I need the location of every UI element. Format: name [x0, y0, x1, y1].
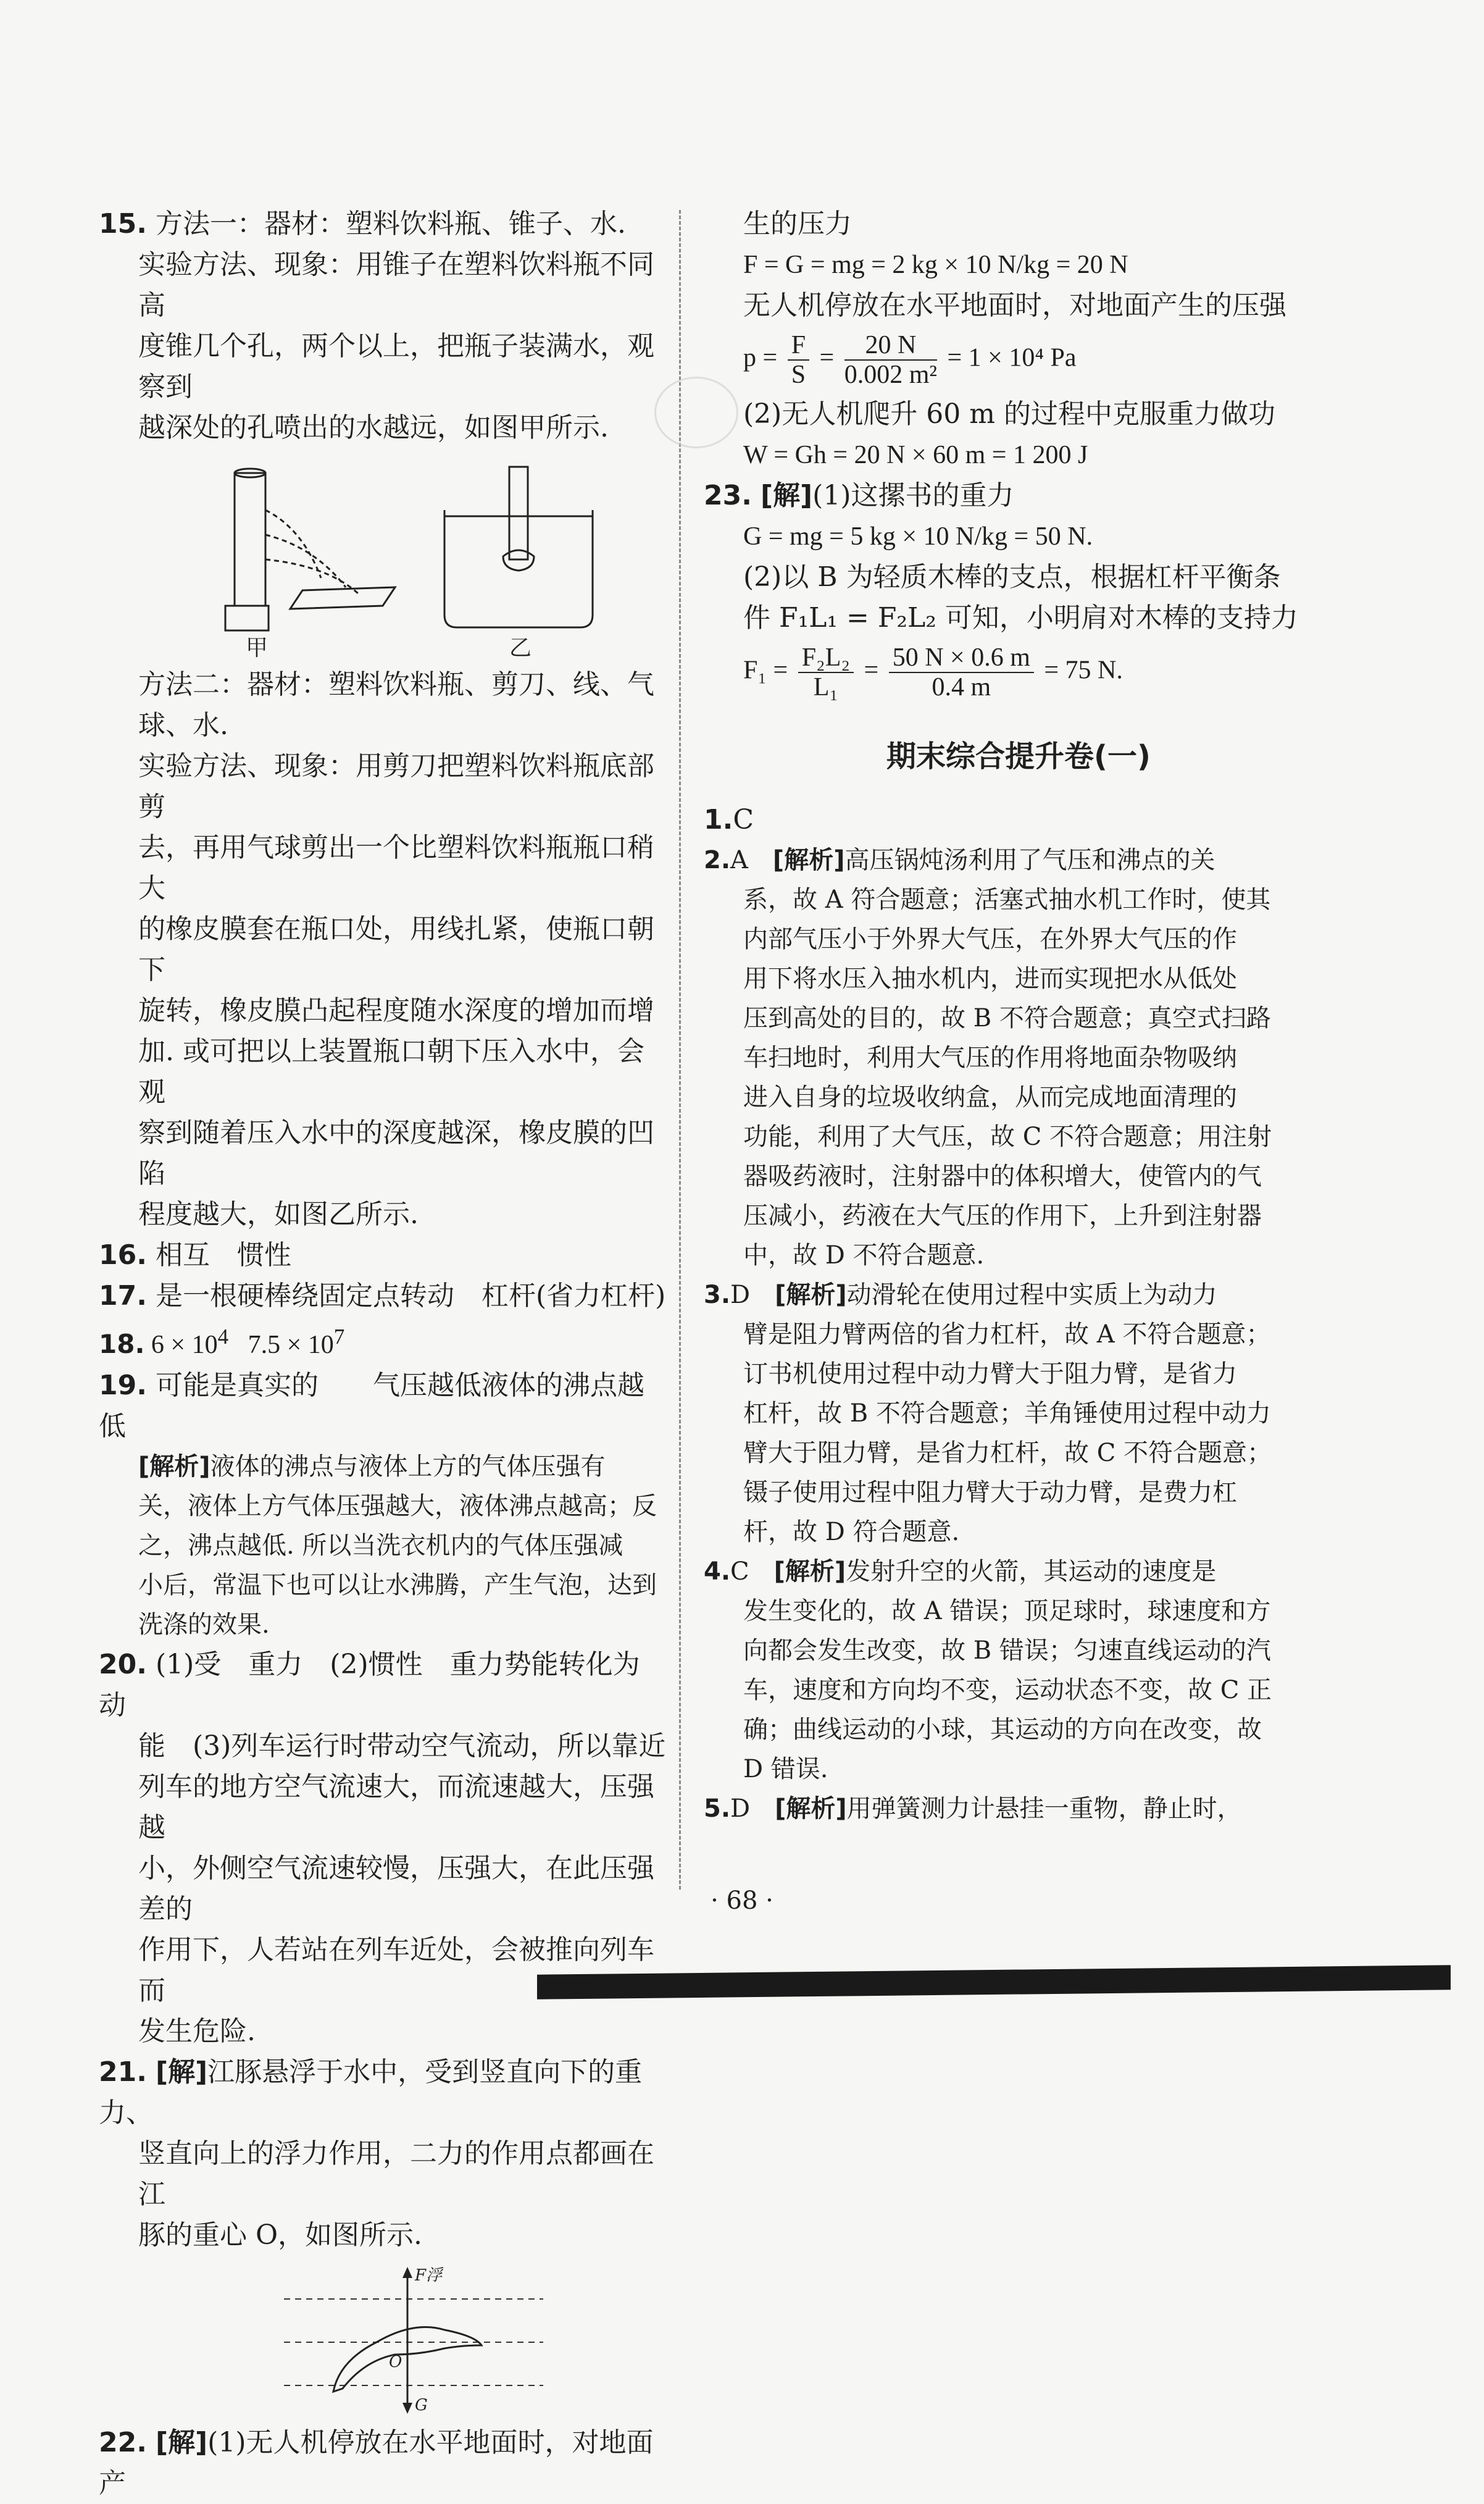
- q22-equation: W = Gh = 20 N × 60 m = 1 200 J: [743, 441, 1088, 469]
- figure-jia: [225, 469, 395, 630]
- q15-line: 实验方法、现象：用剪刀把塑料饮料瓶底部剪: [138, 750, 654, 823]
- buoyancy-arrowhead: [402, 2267, 412, 2278]
- left-column: [99, 204, 667, 2504]
- page-number: · 68 ·: [711, 1886, 773, 1915]
- q19-line: 小后，常温下也可以让水沸腾，产生气泡，达到: [138, 1571, 657, 1599]
- answer-3-line: 镊子使用过程中阻力臂大于动力臂，是费力杠: [743, 1478, 1237, 1507]
- q18: 18. $6 \times 10^4$ $7.5 \times 10^7$: [99, 1325, 345, 1359]
- q17: 17. 是一根硬棒绕固定点转动 杠杆(省力杠杆): [99, 1280, 666, 1312]
- label-g: G: [415, 2396, 428, 2414]
- q22-pressure-equation: p = $\frac{F}{S}$ = $\frac{20 N}{\text{0.002 m²}}$ = 1 × 10⁴ Pa: [743, 331, 1077, 389]
- answer-3-line: 杆，故 D 符合题意.: [743, 1518, 960, 1546]
- figure-dolphin-forces: [99, 2262, 654, 2416]
- q15-line: 方法二：器材：塑料饮料瓶、剪刀、线、气球、水.: [138, 669, 654, 741]
- q19-line: [解析]液体的沸点与液体上方的气体压强有: [138, 1452, 606, 1481]
- q20-line: 小，外侧空气流速较慢，压强大，在此压强差的: [138, 1853, 654, 1925]
- column-divider: [679, 210, 681, 1890]
- q22-line: (2)无人机爬升 60 m 的过程中克服重力做功: [743, 398, 1275, 430]
- figure-bottle-experiment: [99, 454, 654, 658]
- answer-5: 5.D [解析]用弹簧测力计悬挂一重物，静止时，: [704, 1794, 1242, 1823]
- answer-3-line: 臂大于阻力臂，是省力杠杆，故 C 不符合题意；: [743, 1439, 1272, 1467]
- q21: 21. [解]江豚悬浮于水中，受到竖直向下的重力、: [99, 2056, 643, 2129]
- answer-2-line: 车扫地时，利用大气压的作用将地面杂物吸纳: [743, 1044, 1237, 1072]
- answer-2-line: 压到高处的目的，故 B 不符合题意；真空式扫路: [743, 1004, 1271, 1032]
- gravity-arrowhead: [402, 2403, 412, 2414]
- q23-equation: G = mg = 5 kg × 10 N/kg = 50 N.: [743, 522, 1093, 551]
- right-column: [704, 204, 1333, 1828]
- answer-2-line: 中，故 D 不符合题意.: [743, 1241, 985, 1270]
- q15-line: 的橡皮膜套在瓶口处，用线扎紧，使瓶口朝下: [138, 913, 654, 986]
- label-o: O: [389, 2353, 402, 2371]
- answer-2-line: 系，故 A 符合题意；活塞式抽水机工作时，使其: [743, 886, 1271, 914]
- q20-line: 列车的地方空气流速大，而流速越大，压强越: [138, 1771, 654, 1843]
- answer-4-line: 确；曲线运动的小球，其运动的方向在改变，故: [743, 1715, 1262, 1744]
- q15-line: 越深处的孔喷出的水越远，如图甲所示.: [138, 412, 609, 443]
- answer-3-line: 订书机使用过程中动力臂大于阻力臂，是省力: [743, 1360, 1237, 1388]
- answer-3: 3.D [解析]动滑轮在使用过程中实质上为动力: [704, 1281, 1217, 1309]
- q21-line: 豚的重心 O，如图所示.: [138, 2219, 423, 2251]
- q22: 22. [解](1)无人机停放在水平地面时，对地面产: [99, 2427, 654, 2499]
- q22-line: 生的压力: [743, 208, 852, 240]
- q15-line: 察到随着压入水中的深度越深，橡皮膜的凹陷: [138, 1117, 654, 1189]
- answer-2-line: 器吸药液时，注射器中的体积增大，使管内的气: [743, 1162, 1262, 1191]
- answer-4-line: D 错误.: [743, 1755, 828, 1783]
- q23-line: 件 F₁L₁ = F₂L₂ 可知，小明肩对木棒的支持力: [743, 602, 1298, 634]
- q22-equation: F = G = mg = 2 kg × 10 N/kg = 20 N: [743, 251, 1128, 279]
- q15-line: 度锥几个孔，两个以上，把瓶子装满水，观察到: [138, 330, 654, 403]
- q19-line: 之，沸点越低. 所以当洗衣机内的气体压强减: [138, 1531, 623, 1560]
- answer-2-line: 压减小，药液在大气压的作用下，上升到注射器: [743, 1202, 1262, 1230]
- q23-force-equation: F₁ = $\frac{\text{F₂L₂}}{\text{L₁}}$ = $\frac{50 N \times 0.6 m}{0.4 m}$ = 75 N.: [743, 643, 1123, 701]
- answer-3-line: 杠杆，故 B 不符合题意；羊角锤使用过程中动力: [743, 1399, 1271, 1428]
- q21-line: 竖直向上的浮力作用，二力的作用点都画在江: [138, 2138, 654, 2210]
- label-f-buoyancy: F浮: [415, 2266, 443, 2285]
- q16: 16. 相互 惯性: [99, 1239, 291, 1271]
- answer-2-line: 进入自身的垃圾收纳盒，从而完成地面清理的: [743, 1083, 1237, 1112]
- answer-2: 2.A [解析]高压锅炖汤利用了气压和沸点的关: [704, 846, 1215, 874]
- answer-1: 1.C: [704, 804, 754, 835]
- q20-line: 发生危险.: [138, 2016, 256, 2047]
- q15-line: 15. 方法一：器材：塑料饮料瓶、锥子、水.: [99, 208, 626, 240]
- q19: 19. 可能是真实的 气压越低液体的沸点越低: [99, 1370, 644, 1442]
- q20: 20. (1)受 重力 (2)惯性 重力势能转化为动: [99, 1649, 640, 1721]
- answer-2-line: 内部气压小于外界大气压，在外界大气压的作: [743, 925, 1237, 953]
- section-title: 期末综合提升卷(一): [886, 739, 1151, 774]
- water-lines: [284, 2299, 543, 2385]
- figure-label-jia: 甲: [246, 635, 269, 658]
- figure-yi: [444, 467, 593, 627]
- q15-line: 加. 或可把以上装置瓶口朝下压入水中，会观: [138, 1036, 644, 1108]
- figure-label-yi: 乙: [509, 635, 532, 658]
- answer-2-line: 功能，利用了大气压，故 C 不符合题意；用注射: [743, 1123, 1272, 1151]
- q15-line: 实验方法、现象：用锥子在塑料饮料瓶不同高: [138, 249, 654, 321]
- answer-4-line: 向都会发生改变，故 B 错误；匀速直线运动的汽: [743, 1636, 1271, 1665]
- answer-2-line: 用下将水压入抽水机内，进而实现把水从低处: [743, 965, 1237, 993]
- q15-line: 旋转，橡皮膜凸起程度随水深度的增加而增: [138, 995, 654, 1026]
- q19-line: 洗涤的效果.: [138, 1610, 270, 1639]
- answer-3-line: 臂是阻力臂两倍的省力杠杆，故 A 不符合题意；: [743, 1320, 1271, 1349]
- q19-line: 关，液体上方气体压强越大，液体沸点越高；反: [138, 1492, 657, 1520]
- answer-4: 4.C [解析]发射升空的火箭，其运动的速度是: [704, 1557, 1217, 1586]
- q22-line: 无人机停放在水平地面时，对地面产生的压强: [743, 290, 1286, 321]
- bottom-scan-bar: [537, 1965, 1451, 1999]
- q15-line: 去，再用气球剪出一个比塑料饮料瓶瓶口稍大: [138, 832, 654, 904]
- q15-line: 程度越大，如图乙所示.: [138, 1199, 419, 1230]
- answer-4-line: 发生变化的，故 A 错误；顶足球时，球速度和方: [743, 1597, 1271, 1625]
- q23: 23. [解](1)这摞书的重力: [704, 480, 1014, 511]
- answer-4-line: 车，速度和方向均不变，运动状态不变，故 C 正: [743, 1676, 1272, 1704]
- q20-line: 作用下，人若站在列车近处，会被推向列车而: [138, 1934, 654, 2006]
- q23-line: (2)以 B 为轻质木棒的支点，根据杠杆平衡条: [743, 561, 1281, 593]
- q20-line: 能 (3)列车运行时带动空气流动，所以靠近: [138, 1730, 666, 1762]
